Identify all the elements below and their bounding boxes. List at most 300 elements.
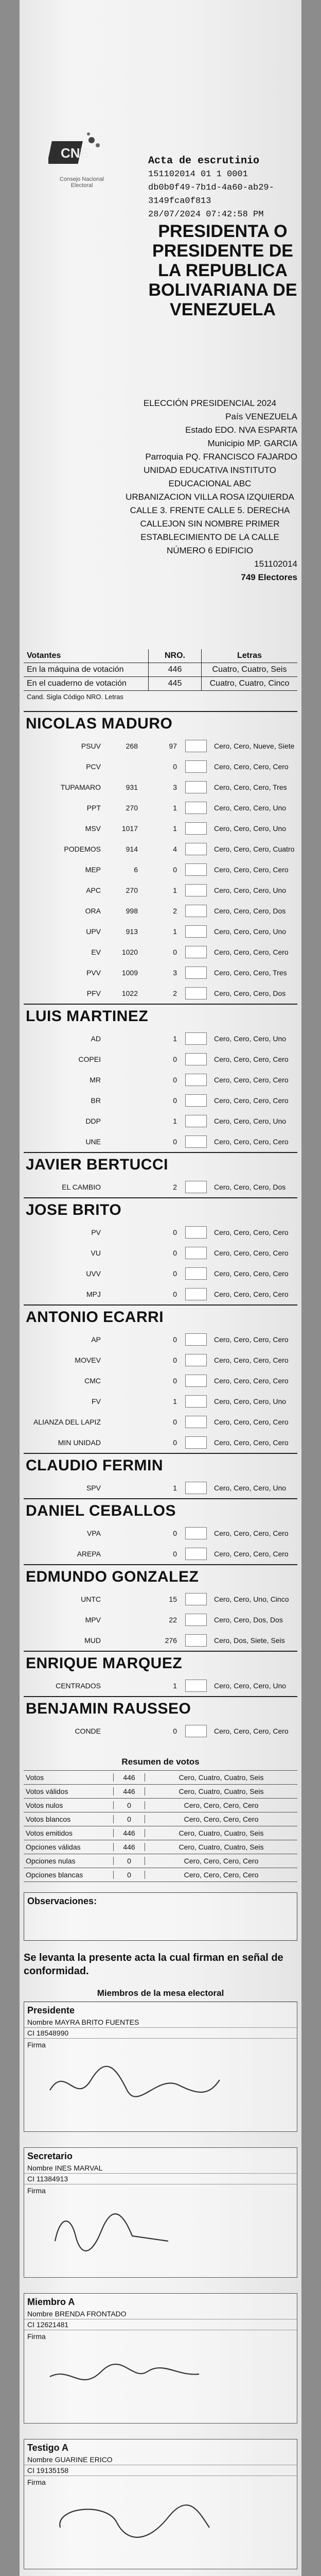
candidate-block [24,1498,297,1564]
party-row [24,1177,297,1197]
party-votes: 0 [173,1096,177,1105]
pais: País VENEZUELA [225,412,297,421]
summary-label: Opciones válidas [26,1843,81,1851]
candidate-block [24,1696,297,1741]
party-name: MPJ [86,1290,101,1298]
party-name: AD [91,1035,101,1043]
party-votes-letras: Cero, Cero, Cero, Uno [214,1682,287,1690]
party-name: CENTRADOS [56,1682,101,1690]
vote-box [185,1436,207,1449]
vote-box [185,884,207,896]
member-name: Nombre BRENDA FRONTADO [24,2309,297,2319]
summary-value: 0 [113,1871,145,1879]
candidate-name: DANIEL CEBALLOS [24,1498,297,1523]
party-row [24,1111,297,1131]
party-votes: 0 [173,1228,177,1236]
candidate-name: LUIS MARTINEZ [24,1004,297,1028]
party-row [24,1284,297,1304]
member-block [24,2002,297,2132]
party-code: 998 [126,907,138,915]
summary-label: Votos [26,1773,44,1782]
party-votes: 276 [165,1636,177,1645]
vote-box [185,1032,207,1045]
acta-datetime: 28/07/2024 07:42:58 PM [148,210,264,219]
col-nro: NRO. [148,649,201,663]
member-block [24,2147,297,2278]
acta-code: db0b0f49-7b1d-4a60-ab29-3149fca0f813 [148,183,274,206]
party-row [24,1131,297,1152]
summary-row [24,1798,297,1812]
member-ci: CI 11384913 [24,2174,297,2184]
member-name: Nombre GUARINE ERICO [24,2454,297,2465]
party-row [24,962,297,983]
vote-box [185,843,207,855]
summary-rows [24,1770,297,1882]
party-votes: 0 [173,1269,177,1278]
vote-box [185,1482,207,1494]
party-votes: 0 [173,1529,177,1537]
party-row [24,1544,297,1564]
summary-letras: Cero, Cero, Cero, Cero [145,1801,297,1809]
party-votes-letras: Cero, Cero, Cero, Cero [214,1356,289,1364]
signature-icon [45,2059,240,2121]
estado: Estado EDO. NVA ESPARTA [185,425,297,435]
candidate-block [24,711,297,1004]
party-votes-letras: Cero, Dos, Siete, Seis [214,1636,285,1645]
acta-receipt [20,0,301,2576]
party-row [24,1350,297,1370]
signature-area [24,2341,297,2423]
vote-box [185,1634,207,1647]
party-votes: 1 [173,927,177,936]
summary-row [24,1868,297,1882]
party-votes: 2 [173,989,177,997]
signature-area [24,2486,297,2569]
party-row [24,1609,297,1630]
party-name: ORA [85,907,101,915]
summary-title: Resumen de votos [121,1757,200,1767]
party-name: PV [91,1228,101,1236]
party-name: AP [91,1335,101,1344]
party-votes: 1 [173,1117,177,1125]
summary-label: Votos válidos [26,1787,68,1795]
party-name: UNE [85,1138,101,1146]
vote-box [185,1226,207,1239]
party-name: PODEMOS [64,845,101,853]
vote-box [185,1094,207,1107]
party-votes: 0 [173,1249,177,1257]
signature-icon [45,2351,240,2413]
party-votes: 1 [173,1682,177,1690]
signature-icon [45,2205,240,2267]
vote-box [185,781,207,793]
centro-address: URBANIZACION VILLA ROSA IZQUIERDA CALLE 3. FRENTE CALLE 5. DERECHA CALLEJON SIN NOMBRE PRIMER ESTABLECIMIENTO DE LA CALLE NÚMERO 6 EDIFICIO [126,492,294,555]
party-name: SPV [86,1484,101,1492]
party-name: DDP [85,1117,101,1125]
votes-header [24,649,297,711]
party-row [24,818,297,839]
vote-box [185,1181,207,1193]
party-row [24,1721,297,1741]
party-name: MPV [85,1616,101,1624]
party-votes-letras: Cero, Cero, Cero, Cero [214,1055,289,1063]
party-votes: 15 [169,1595,177,1603]
summary-label: Votos blancos [26,1815,71,1823]
cne-logo-icon [48,129,105,175]
party-votes: 1 [173,886,177,894]
summary-label: Votos emitidos [26,1829,73,1837]
party-name: UNTC [81,1595,101,1603]
centro-code: 151102014 [254,559,297,569]
party-votes-letras: Cero, Cero, Cero, Cero [214,948,289,956]
member-name: Nombre MAYRA BRITO FUENTES [24,2017,297,2028]
party-name: MIN UNIDAD [58,1438,101,1447]
party-name: UPV [86,927,101,936]
summary-value: 446 [113,1787,145,1795]
vote-box [185,1053,207,1065]
observaciones-box: Observaciones: [24,1892,297,1941]
party-code: 270 [126,886,138,894]
candidate-name: ANTONIO ECARRI [24,1304,297,1329]
candidate-block [24,1453,297,1498]
party-votes-letras: Cero, Cero, Cero, Cero [214,1335,289,1344]
party-row [24,1028,297,1049]
party-votes: 0 [173,1377,177,1385]
party-votes-letras: Cero, Cero, Nueve, Siete [214,742,295,750]
party-name: PVV [86,969,101,977]
vote-box [185,1614,207,1626]
party-name: BR [91,1096,101,1105]
summary-row [24,1784,297,1798]
party-code: 914 [126,845,138,853]
party-votes-letras: Cero, Cero, Cero, Cero [214,1138,289,1146]
summary-letras: Cero, Cero, Cero, Cero [145,1815,297,1823]
party-row [24,839,297,859]
party-votes-letras: Cero, Cero, Cero, Cero [214,1249,289,1257]
candidate-block [24,1304,297,1453]
party-name: CONDE [75,1727,101,1735]
party-name: EL CAMBIO [62,1183,101,1191]
party-name: VU [91,1249,101,1257]
member-firma-label: Firma [27,2332,46,2341]
member-ci: CI 19135158 [24,2465,297,2476]
party-name: MEP [85,866,101,874]
member-role: Testigo A [27,2443,68,2453]
members-list [20,2002,301,2576]
party-votes: 2 [173,1183,177,1191]
summary-letras: Cero, Cero, Cero, Cero [145,1857,297,1865]
vote-box [185,863,207,876]
vote-box [185,1548,207,1560]
party-votes-letras: Cero, Cero, Cero, Cero [214,866,289,874]
member-role: Secretario [27,2151,73,2161]
vote-box [185,1725,207,1737]
party-votes-letras: Cero, Cero, Cero, Uno [214,1397,287,1405]
summary-letras: Cero, Cuatro, Cuatro, Seis [145,1829,297,1837]
vote-box [185,1680,207,1692]
signature-area [24,2195,297,2277]
conformity-notice: Se levanta la presente acta la cual firman en señal de conformidad. [24,1952,283,1977]
party-name: EV [91,948,101,956]
party-votes: 1 [173,1035,177,1043]
member-role: Miembro A [27,2297,75,2307]
members-title: Miembros de la mesa electoral [24,1988,297,2002]
vote-box [185,946,207,958]
party-row [24,798,297,818]
candidate-block [24,1152,297,1197]
party-code: 1017 [121,824,138,833]
candidate-name: JAVIER BERTUCCI [24,1152,297,1177]
party-name: PCV [86,762,101,771]
party-name: VPA [87,1529,101,1537]
party-name: PPT [86,804,101,812]
party-votes-letras: Cero, Cero, Cero, Dos [214,907,286,915]
vote-box [185,1333,207,1346]
party-votes-letras: Cero, Cero, Cero, Uno [214,1484,287,1492]
party-row [24,1222,297,1243]
party-row [24,983,297,1004]
member-firma-label: Firma [27,2187,46,2195]
svg-text:CNE: CNE [61,145,89,161]
party-votes: 0 [173,948,177,956]
col-votantes: Votantes [27,651,61,660]
summary-label: Votos nulos [26,1801,63,1809]
vote-box [185,925,207,938]
vote-box [185,1354,207,1366]
party-row [24,880,297,901]
party-name: MSV [85,824,101,833]
party-row [24,736,297,756]
table-legend: Cand. Sigla Código NRO. Letras [27,693,123,701]
candidate-name: ENRIQUE MARQUEZ [24,1651,297,1675]
party-votes-letras: Cero, Cero, Cero, Tres [214,783,287,791]
party-name: PFV [86,989,101,997]
electores-count: 749 Electores [241,572,297,582]
party-votes: 97 [169,742,177,750]
party-votes-letras: Cero, Cero, Uno, Cinco [214,1595,289,1603]
party-votes-letras: Cero, Cero, Cero, Cero [214,1269,289,1278]
member-firma-label: Firma [27,2041,46,2049]
party-code: 270 [126,804,138,812]
party-name: MR [90,1076,101,1084]
vote-box [185,1074,207,1086]
party-name: UVV [86,1269,101,1278]
summary-value: 0 [113,1815,145,1823]
party-row [24,901,297,921]
row-cuaderno-label: En el cuaderno de votación [27,679,127,688]
member-ci: CI 18548990 [24,2028,297,2039]
member-firma-label: Firma [27,2478,46,2486]
candidate-name: JOSE BRITO [24,1197,297,1222]
candidate-block [24,1004,297,1152]
party-name: MUD [84,1636,101,1645]
summary-letras: Cero, Cuatro, Cuatro, Seis [145,1773,297,1782]
vote-box [185,802,207,814]
summary-row [24,1826,297,1840]
party-row [24,1523,297,1544]
signature-area [24,2049,297,2131]
party-name: CMC [84,1377,101,1385]
summary-label: Opciones nulas [26,1857,76,1865]
vote-box [185,822,207,835]
party-votes: 0 [173,1335,177,1344]
election-info [122,397,297,584]
party-code: 913 [126,927,138,936]
party-votes: 1 [173,804,177,812]
party-code: 1009 [121,969,138,977]
member-block [24,2293,297,2424]
row-cuaderno-letras: Cuatro, Cuatro, Cinco [201,677,297,690]
election-name: ELECCIÓN PRESIDENCIAL 2024 [143,398,277,408]
party-votes-letras: Cero, Cero, Cero, Uno [214,804,287,812]
vote-box [185,1247,207,1259]
summary-row [24,1770,297,1784]
acta-title: Acta de escrutinio [148,155,260,167]
party-row [24,1432,297,1453]
vote-box [185,1395,207,1408]
candidate-name: EDMUNDO GONZALEZ [24,1564,297,1589]
party-code: 931 [126,783,138,791]
summary-label: Opciones blancas [26,1871,83,1879]
candidate-block [24,1651,297,1696]
member-ci: CI 12621481 [24,2319,297,2330]
acta-meta [148,155,297,222]
member-role: Presidente [27,2005,75,2015]
summary-letras: Cero, Cuatro, Cuatro, Seis [145,1787,297,1795]
party-row [24,756,297,777]
centro-name: UNIDAD EDUCATIVA INSTITUTO EDUCACIONAL ABC [144,465,276,488]
vote-box [185,1593,207,1605]
party-row [24,921,297,942]
candidate-name: BENJAMIN RAUSSEO [24,1696,297,1721]
summary-value: 0 [113,1801,145,1809]
party-votes: 3 [173,783,177,791]
row-maquina-letras: Cuatro, Cuatro, Seis [201,663,297,676]
acta-header [20,0,301,649]
party-votes-letras: Cero, Cero, Cero, Uno [214,927,287,936]
party-votes-letras: Cero, Cero, Cero, Dos [214,1183,286,1191]
party-name: MOVEV [75,1356,101,1364]
party-votes-letras: Cero, Cero, Cero, Cero [214,1096,289,1105]
party-votes-letras: Cero, Cero, Cero, Cero [214,1076,289,1084]
row-maquina-label: En la máquina de votación [27,665,124,674]
acta-serial: 151102014 01 1 0001 [148,170,248,179]
vote-box [185,1288,207,1300]
party-votes: 0 [173,1418,177,1426]
party-votes-letras: Cero, Cero, Cero, Uno [214,1035,287,1043]
party-votes: 1 [173,1397,177,1405]
party-row [24,1263,297,1284]
party-votes-letras: Cero, Cero, Cero, Cero [214,1290,289,1298]
party-row [24,1090,297,1111]
presidency-title: PRESIDENTA O PRESIDENTE DE LA REPUBLICA BOLIVARIANA DE VENEZUELA [148,222,297,319]
party-name: ALIANZA DEL LAPIZ [33,1418,101,1426]
party-votes: 1 [173,1484,177,1492]
party-votes: 0 [173,1438,177,1447]
vote-box [185,1136,207,1148]
party-votes-letras: Cero, Cero, Cero, Cero [214,1550,289,1558]
vote-box [185,1375,207,1387]
party-votes: 0 [173,1727,177,1735]
party-votes: 0 [173,1076,177,1084]
party-row [24,942,297,962]
party-code: 1020 [121,948,138,956]
party-votes-letras: Cero, Cero, Cero, Cero [214,1377,289,1385]
party-code: 268 [126,742,138,750]
summary-row [24,1840,297,1854]
candidate-block [24,1197,297,1304]
vote-box [185,967,207,979]
municipio: Municipio MP. GARCIA [207,438,297,448]
party-row [24,777,297,798]
party-row [24,1589,297,1609]
candidate-block [24,1564,297,1651]
party-name: COPEI [78,1055,101,1063]
party-row [24,1630,297,1651]
party-row [24,1243,297,1263]
party-votes-letras: Cero, Cero, Cero, Cero [214,1228,289,1236]
vote-box [185,1267,207,1280]
party-votes: 0 [173,1550,177,1558]
party-votes: 0 [173,1356,177,1364]
party-name: TUPAMARO [60,783,101,791]
summary-row [24,1854,297,1868]
logo-caption: Consejo Nacional Electoral [59,176,104,189]
party-name: APC [86,886,101,894]
party-code: 1022 [121,989,138,997]
party-votes-letras: Cero, Cero, Cero, Uno [214,886,287,894]
summary-value: 0 [113,1857,145,1865]
vote-box [185,1115,207,1127]
summary-letras: Cero, Cero, Cero, Cero [145,1871,297,1879]
vote-box [185,1527,207,1539]
summary-value: 446 [113,1829,145,1837]
party-votes-letras: Cero, Cero, Cero, Cero [214,1529,289,1537]
party-votes-letras: Cero, Cero, Cero, Cuatro [214,845,295,853]
party-votes-letras: Cero, Cero, Cero, Cero [214,1438,289,1447]
party-votes: 0 [173,1138,177,1146]
candidates-table [20,711,301,1741]
vote-box [185,905,207,917]
vote-box [185,740,207,752]
party-votes: 3 [173,969,177,977]
vote-box [185,987,207,999]
row-maquina-nro: 446 [148,663,201,676]
party-votes: 0 [173,762,177,771]
party-row [24,1478,297,1498]
party-row [24,1370,297,1391]
party-row [24,1329,297,1350]
vote-box [185,760,207,773]
party-votes-letras: Cero, Cero, Cero, Cero [214,1418,289,1426]
party-row [24,1049,297,1070]
member-name: Nombre INES MARVAL [24,2163,297,2174]
party-code: 6 [134,866,138,874]
party-votes-letras: Cero, Cero, Cero, Uno [214,1117,287,1125]
party-name: PSUV [81,742,101,750]
party-name: FV [92,1397,101,1405]
party-votes-letras: Cero, Cero, Dos, Dos [214,1616,283,1624]
row-cuaderno-nro: 445 [148,677,201,690]
summary-letras: Cero, Cuatro, Cuatro, Seis [145,1843,297,1851]
summary-value: 446 [113,1773,145,1782]
party-votes-letras: Cero, Cero, Cero, Dos [214,989,286,997]
parroquia: Parroquia PQ. FRANCISCO FAJARDO [145,452,297,462]
party-votes-letras: Cero, Cero, Cero, Cero [214,1727,289,1735]
party-row [24,1412,297,1432]
party-votes-letras: Cero, Cero, Cero, Uno [214,824,287,833]
party-votes: 0 [173,866,177,874]
